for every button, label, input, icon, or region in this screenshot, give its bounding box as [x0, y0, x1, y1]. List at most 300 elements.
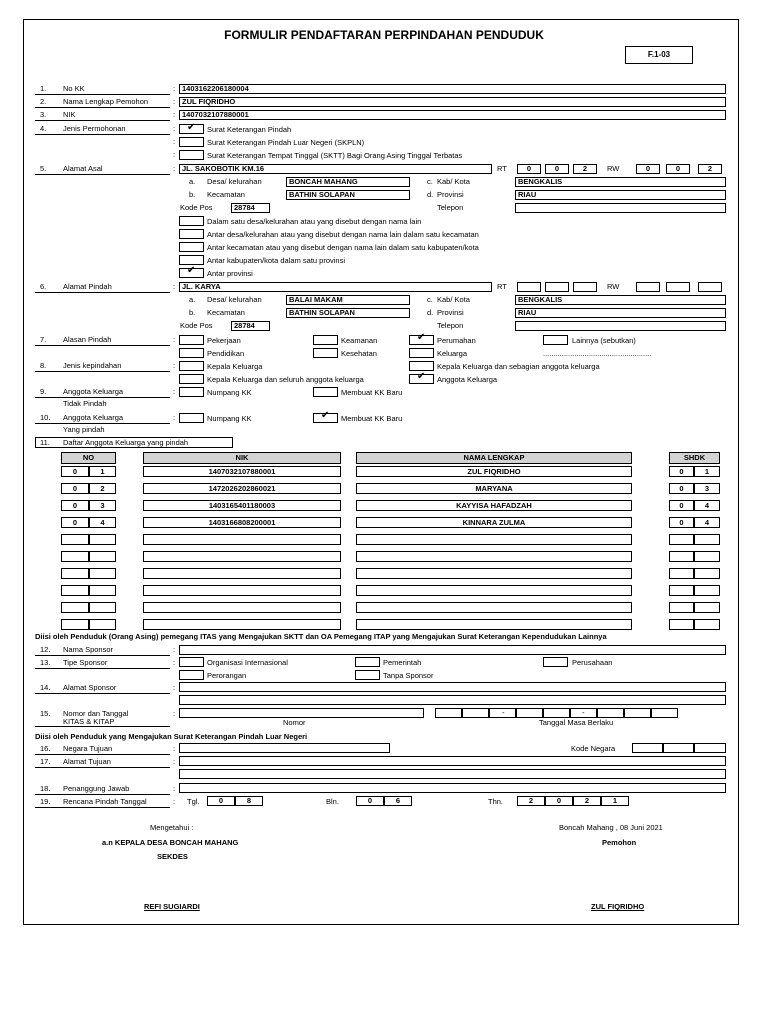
- kode-negara-label: Kode Negara: [571, 744, 616, 753]
- provinsi-label: Provinsi: [437, 308, 464, 317]
- kab-label: Kab/ Kota: [437, 295, 470, 304]
- checkbox-klasifikasi-2[interactable]: [179, 229, 204, 239]
- rw-label: RW: [607, 282, 620, 291]
- row-3-number: 3.: [40, 110, 47, 119]
- check-icon: ✔: [321, 410, 330, 421]
- table-header-nik: NIK: [143, 452, 341, 464]
- nik-cell[interactable]: 1472026202860021: [143, 483, 341, 494]
- tgl-label: Tgl.: [187, 797, 200, 806]
- provinsi-asal-field[interactable]: RIAU: [515, 190, 726, 200]
- option-perumahan: Perumahan: [437, 336, 476, 345]
- telepon-pindah-field[interactable]: [515, 321, 726, 331]
- no-digit[interactable]: [89, 568, 116, 579]
- nik-cell[interactable]: [143, 534, 341, 545]
- colon: :: [173, 150, 176, 159]
- checkbox-kesehatan[interactable]: [313, 348, 338, 358]
- row-8-number: 8.: [40, 361, 47, 370]
- row-15-label-2: KITAS & KITAP: [63, 717, 115, 726]
- rt-label: RT: [497, 282, 507, 291]
- thn-digit[interactable]: 0: [545, 796, 573, 806]
- penanggung-jawab-field[interactable]: [179, 783, 726, 793]
- colon: :: [173, 137, 176, 146]
- desa-pindah-field[interactable]: BALAI MAKAM: [286, 295, 410, 305]
- kepala-desa-title: a.n KEPALA DESA BONCAH MAHANG: [102, 838, 239, 847]
- row-15-underline: [35, 726, 170, 727]
- option-klasifikasi-5: Antar provinsi: [207, 269, 253, 278]
- rw-digit[interactable]: 0: [666, 164, 690, 174]
- rt-digit[interactable]: [545, 282, 569, 292]
- thn-digit[interactable]: 1: [601, 796, 629, 806]
- row-4-label: Jenis Permohonan: [63, 124, 126, 133]
- no-digit[interactable]: 4: [89, 517, 116, 528]
- row-3-label: NIK: [63, 110, 76, 119]
- check-icon: ✔: [187, 265, 196, 276]
- thn-digit[interactable]: 2: [517, 796, 545, 806]
- row-9-number: 9.: [40, 387, 47, 396]
- rt-digit[interactable]: 2: [573, 164, 597, 174]
- prefix-c: c.: [427, 295, 433, 304]
- alamat-tujuan-field[interactable]: [179, 756, 726, 766]
- nama-cell[interactable]: [356, 534, 632, 545]
- row-12-number: 12.: [40, 645, 51, 654]
- alamat-pindah-field[interactable]: JL. KARYA: [179, 282, 492, 292]
- option-numpang-kk-pindah: Numpang KK: [207, 414, 252, 423]
- kecamatan-label: Kecamatan: [207, 308, 245, 317]
- colon: :: [173, 744, 176, 753]
- telepon-label: Telepon: [437, 203, 464, 212]
- tanggal-digit[interactable]: [651, 708, 678, 718]
- row-5-number: 5.: [40, 164, 47, 173]
- row-16-label: Negara Tujuan: [63, 744, 113, 753]
- checkbox-pendidikan[interactable]: [179, 348, 204, 358]
- alamat-asal-field[interactable]: JL. SAKOBOTIK KM.16: [179, 164, 492, 174]
- thn-digit[interactable]: 2: [573, 796, 601, 806]
- row-15-label: Nomor dan Tanggal: [63, 709, 129, 718]
- row-7-underline: [35, 345, 170, 346]
- option-keamanan: Keamanan: [341, 336, 378, 345]
- option-numpang-kk-tidak: Numpang KK: [207, 388, 252, 397]
- prefix-a: a.: [189, 177, 196, 186]
- check-icon: ✔: [417, 332, 426, 343]
- row-6-underline: [35, 292, 170, 293]
- nama-cell[interactable]: [356, 551, 632, 562]
- row-6-number: 6.: [40, 282, 47, 291]
- option-kk-baru-tidak: Membuat KK Baru: [341, 388, 403, 397]
- dash: -: [582, 708, 585, 717]
- nik-cell[interactable]: [143, 585, 341, 596]
- table-header-no: NO: [61, 452, 116, 464]
- colon: :: [173, 361, 176, 370]
- tanggal-digit[interactable]: [597, 708, 624, 718]
- checkbox-pekerjaan[interactable]: [179, 335, 204, 345]
- colon: :: [173, 413, 176, 422]
- checkbox-perorangan[interactable]: [179, 670, 204, 680]
- shdk-digit[interactable]: [669, 551, 694, 562]
- option-klasifikasi-3: Antar kecamatan atau yang disebut dengan nama lain dalam satu kabupaten/kota: [207, 243, 479, 252]
- colon: :: [173, 84, 176, 93]
- shdk-digit[interactable]: 4: [694, 500, 720, 511]
- lainnya-dots: ....................................................: [543, 349, 652, 358]
- nama-cell[interactable]: [356, 585, 632, 596]
- kodepos-pindah-field[interactable]: 28784: [231, 321, 270, 331]
- no-digit[interactable]: [61, 585, 89, 596]
- checkbox-numpang-kk-tidak[interactable]: [179, 387, 204, 397]
- row-16-underline: [35, 754, 170, 755]
- shdk-digit[interactable]: 0: [669, 466, 694, 477]
- shdk-digit[interactable]: [694, 585, 720, 596]
- checkbox-kepala-keluarga[interactable]: [179, 361, 204, 371]
- provinsi-label: Provinsi: [437, 190, 464, 199]
- row-2-label: Nama Lengkap Pemohon: [63, 97, 149, 106]
- row-11-number: 11.: [40, 438, 50, 447]
- section-luar-negeri: Diisi oleh Penduduk yang Mengajukan Surat Keterangan Pindah Luar Negeri: [35, 732, 308, 741]
- row-5-label: Alamat Asal: [63, 164, 103, 173]
- checkbox-org-internasional[interactable]: [179, 657, 204, 667]
- colon: :: [173, 110, 176, 119]
- bln-digit[interactable]: 6: [384, 796, 412, 806]
- row-17-label: Alamat Tujuan: [63, 757, 111, 766]
- row-7-number: 7.: [40, 335, 47, 344]
- row-13-number: 13.: [40, 658, 51, 667]
- rt-digit[interactable]: [517, 282, 541, 292]
- option-perusahaan: Perusahaan: [572, 658, 613, 667]
- shdk-digit[interactable]: 3: [694, 483, 720, 494]
- prefix-a: a.: [189, 295, 196, 304]
- checkbox-tanpa-sponsor[interactable]: [355, 670, 380, 680]
- rt-digit[interactable]: 0: [545, 164, 569, 174]
- shdk-digit[interactable]: 0: [669, 500, 694, 511]
- nik-field[interactable]: 1407032107880001: [179, 110, 726, 120]
- row-10-underline: [35, 423, 170, 424]
- colon: :: [173, 683, 176, 692]
- kab-pindah-field[interactable]: BENGKALIS: [515, 295, 726, 305]
- alamat-tujuan-field-2[interactable]: [179, 769, 726, 779]
- nomor-kitas-field[interactable]: [179, 708, 424, 718]
- nama-cell[interactable]: [356, 568, 632, 579]
- colon: :: [173, 784, 176, 793]
- checkbox-kk-baru-tidak[interactable]: [313, 387, 338, 397]
- row-9-label-2: Tidak Pindah: [63, 399, 107, 408]
- kecamatan-label: Kecamatan: [207, 190, 245, 199]
- kab-label: Kab/ Kota: [437, 177, 470, 186]
- check-icon: ✔: [417, 371, 426, 382]
- nik-cell[interactable]: [143, 619, 341, 630]
- colon: :: [173, 282, 176, 291]
- checkbox-perusahaan[interactable]: [543, 657, 568, 667]
- checkbox-pemerintah[interactable]: [355, 657, 380, 667]
- option-org-internasional: Organisasi Internasional: [207, 658, 288, 667]
- rw-digit[interactable]: [698, 282, 722, 292]
- checkbox-klasifikasi-3[interactable]: [179, 242, 204, 252]
- row-9-label: Anggota Keluarga: [63, 387, 124, 396]
- row-18-label: Penanggung Jawab: [63, 784, 130, 793]
- tanggal-digit[interactable]: [516, 708, 543, 718]
- alamat-sponsor-field-2[interactable]: [179, 695, 726, 705]
- thn-label: Thn.: [488, 797, 504, 806]
- place-date: Boncah Mahang , 08 Juni 2021: [559, 823, 663, 832]
- row-7-label: Alasan Pindah: [63, 335, 112, 344]
- option-pendidikan: Pendidikan: [207, 349, 245, 358]
- option-skp: Surat Keterangan Pindah: [207, 125, 292, 134]
- row-12-underline: [35, 655, 170, 656]
- shdk-digit[interactable]: 1: [694, 466, 720, 477]
- no-digit[interactable]: [89, 551, 116, 562]
- row-10-number: 10.: [40, 413, 51, 422]
- desa-label: Desa/ kelurahan: [207, 295, 262, 304]
- prefix-d: d.: [427, 190, 434, 199]
- row-5-underline: [35, 174, 170, 175]
- bln-label: Bln.: [326, 797, 339, 806]
- row-3-underline: [35, 120, 170, 121]
- row-18-number: 18.: [40, 784, 51, 793]
- rt-label: RT: [497, 164, 507, 173]
- row-4-underline: [35, 134, 170, 135]
- check-icon: ✔: [187, 122, 196, 133]
- nama-cell[interactable]: [356, 602, 632, 613]
- kab-asal-field[interactable]: BENGKALIS: [515, 177, 726, 187]
- checkbox-klasifikasi-1[interactable]: [179, 216, 204, 226]
- no-digit[interactable]: [61, 534, 89, 545]
- desa-label: Desa/ kelurahan: [207, 177, 262, 186]
- tgl-digit[interactable]: 0: [207, 796, 235, 806]
- mengetahui-label: Mengetahui :: [150, 823, 194, 832]
- option-klasifikasi-1: Dalam satu desa/kelurahan atau yang disebut dengan nama lain: [207, 217, 422, 226]
- shdk-digit[interactable]: [669, 568, 694, 579]
- shdk-digit[interactable]: [669, 619, 694, 630]
- row-6-label: Alamat Pindah: [63, 282, 112, 291]
- row-14-number: 14.: [40, 683, 51, 692]
- colon: :: [173, 757, 176, 766]
- row-8-underline: [35, 371, 170, 372]
- alamat-sponsor-field[interactable]: [179, 682, 726, 692]
- rt-digit[interactable]: 0: [517, 164, 541, 174]
- pemohon-title: Pemohon: [602, 838, 637, 847]
- colon: :: [173, 709, 176, 718]
- nama-cell[interactable]: KINNARA ZULMA: [356, 517, 632, 528]
- tanggal-digit[interactable]: [570, 708, 597, 718]
- tanggal-digit[interactable]: [543, 708, 570, 718]
- row-10-label-2: Yang pindah: [63, 425, 105, 434]
- negara-tujuan-field[interactable]: [179, 743, 390, 753]
- row-13-label: Tipe Sponsor: [63, 658, 108, 667]
- form-code: F.1-03: [625, 46, 693, 64]
- no-digit[interactable]: [61, 551, 89, 562]
- colon: :: [173, 164, 176, 173]
- sekdes-title: SEKDES: [157, 852, 188, 861]
- kecamatan-pindah-field[interactable]: BATHIN SOLAPAN: [286, 308, 410, 318]
- colon: :: [173, 658, 176, 667]
- no-digit[interactable]: 0: [61, 483, 89, 494]
- checkbox-klasifikasi-4[interactable]: [179, 255, 204, 265]
- tanggal-digit[interactable]: [462, 708, 489, 718]
- desa-asal-field[interactable]: BONCAH MAHANG: [286, 177, 410, 187]
- signatory-right: ZUL FIQRIDHO: [591, 902, 645, 911]
- rt-digit[interactable]: [573, 282, 597, 292]
- option-anggota-keluarga: Anggota Keluarga: [437, 375, 498, 384]
- no-digit[interactable]: [61, 602, 89, 613]
- bln-digit[interactable]: 0: [356, 796, 384, 806]
- tanggal-masa-berlaku-label: Tanggal Masa Berlaku: [539, 718, 614, 727]
- shdk-digit[interactable]: [669, 602, 694, 613]
- row-19-underline: [35, 807, 170, 808]
- kode-negara-digit[interactable]: [632, 743, 663, 753]
- tanggal-digit[interactable]: [624, 708, 651, 718]
- shdk-digit[interactable]: 4: [694, 517, 720, 528]
- checkbox-keamanan[interactable]: [313, 335, 338, 345]
- row-16-number: 16.: [40, 744, 51, 753]
- row-11-label: Daftar Anggota Keluarga yang pindah: [63, 438, 189, 447]
- no-kk-field[interactable]: 1403162206180004: [179, 84, 726, 94]
- section-orang-asing: Diisi oleh Penduduk (Orang Asing) pemegang ITAS yang Mengajukan SKTT dan OA Pemegang ITAP yang Mengajukan Surat Keterangan Kependudukan Lainnya: [35, 632, 607, 641]
- row-17-underline: [35, 767, 170, 768]
- prefix-d: d.: [427, 308, 434, 317]
- checkbox-skpln[interactable]: [179, 137, 204, 147]
- rw-digit[interactable]: 2: [698, 164, 722, 174]
- checkbox-lainnya[interactable]: [543, 335, 568, 345]
- checkbox-kk-sebagian[interactable]: [409, 361, 434, 371]
- nik-cell[interactable]: 1403166808200001: [143, 517, 341, 528]
- option-klasifikasi-4: Antar kabupaten/kota dalam satu provinsi: [207, 256, 345, 265]
- row-15-number: 15.: [40, 709, 51, 718]
- option-tanpa-sponsor: Tanpa Sponsor: [383, 671, 434, 680]
- provinsi-pindah-field[interactable]: RIAU: [515, 308, 726, 318]
- option-kk-baru-pindah: Membuat KK Baru: [341, 414, 403, 423]
- no-digit[interactable]: 0: [61, 500, 89, 511]
- kodepos-asal-field[interactable]: 28784: [231, 203, 270, 213]
- tgl-digit[interactable]: 8: [235, 796, 263, 806]
- option-pekerjaan: Pekerjaan: [207, 336, 241, 345]
- shdk-digit[interactable]: [669, 534, 694, 545]
- row-18-underline: [35, 794, 170, 795]
- option-perorangan: Perorangan: [207, 671, 247, 680]
- row-14-label: Alamat Sponsor: [63, 683, 117, 692]
- kode-negara-digit[interactable]: [663, 743, 694, 753]
- nik-cell[interactable]: 1403165401180003: [143, 500, 341, 511]
- row-4-number: 4.: [40, 124, 47, 133]
- colon: :: [173, 124, 176, 133]
- no-digit[interactable]: [89, 585, 116, 596]
- nama-cell[interactable]: KAYYISA HAFADZAH: [356, 500, 632, 511]
- kecamatan-asal-field[interactable]: BATHIN SOLAPAN: [286, 190, 410, 200]
- rw-digit[interactable]: [666, 282, 690, 292]
- colon: :: [173, 335, 176, 344]
- no-digit[interactable]: 0: [61, 517, 89, 528]
- row-11-box: [35, 437, 233, 448]
- shdk-digit[interactable]: 0: [669, 517, 694, 528]
- shdk-digit[interactable]: 0: [669, 483, 694, 494]
- colon: :: [173, 97, 176, 106]
- option-lainnya: Lainnya (sebutkan): [572, 336, 636, 345]
- option-keluarga: Keluarga: [437, 349, 468, 358]
- telepon-asal-field[interactable]: [515, 203, 726, 213]
- table-header-shdk: SHDK: [669, 452, 720, 464]
- nama-pemohon-field[interactable]: ZUL FIQRIDHO: [179, 97, 726, 107]
- tanggal-digit[interactable]: [435, 708, 462, 718]
- telepon-label: Telepon: [437, 321, 464, 330]
- row-13-underline: [35, 668, 170, 669]
- checkbox-keluarga[interactable]: [409, 348, 434, 358]
- tanggal-digit[interactable]: [489, 708, 516, 718]
- no-digit[interactable]: [89, 534, 116, 545]
- shdk-digit[interactable]: [694, 534, 720, 545]
- option-klasifikasi-2: Antar desa/kelurahan atau yang disebut dengan nama lain dalam satu kecamatan: [207, 230, 479, 239]
- row-1-underline: [35, 94, 170, 95]
- nama-cell[interactable]: ZUL FIQRIDHO: [356, 466, 632, 477]
- page-title: FORMULIR PENDAFTARAN PERPINDAHAN PENDUDUK: [224, 28, 544, 42]
- no-digit[interactable]: [61, 619, 89, 630]
- no-digit[interactable]: [61, 568, 89, 579]
- rw-digit[interactable]: 0: [636, 164, 660, 174]
- nama-cell[interactable]: [356, 619, 632, 630]
- prefix-c: c.: [427, 177, 433, 186]
- row-10-label: Anggota Keluarga: [63, 413, 124, 422]
- colon: :: [173, 387, 176, 396]
- row-19-label: Rencana Pindah Tanggal: [63, 797, 147, 806]
- rw-label: RW: [607, 164, 620, 173]
- shdk-digit[interactable]: [669, 585, 694, 596]
- row-1-number: 1.: [40, 84, 47, 93]
- nik-cell[interactable]: [143, 602, 341, 613]
- shdk-digit[interactable]: [694, 602, 720, 613]
- checkbox-numpang-kk-pindah[interactable]: [179, 413, 204, 423]
- nik-cell[interactable]: [143, 551, 341, 562]
- row-17-number: 17.: [40, 757, 51, 766]
- kodepos-label: Kode Pos: [180, 203, 213, 212]
- no-digit[interactable]: [89, 602, 116, 613]
- dash: -: [502, 708, 505, 717]
- row-2-underline: [35, 107, 170, 108]
- option-sktt: Surat Keterangan Tempat Tinggal (SKTT) Bagi Orang Asing Tinggal Terbatas: [207, 151, 463, 160]
- nik-cell[interactable]: [143, 568, 341, 579]
- nama-sponsor-field[interactable]: [179, 645, 726, 655]
- shdk-digit[interactable]: [694, 551, 720, 562]
- option-kesehatan: Kesehatan: [341, 349, 377, 358]
- nama-cell[interactable]: MARYANA: [356, 483, 632, 494]
- colon: :: [173, 645, 176, 654]
- row-9-underline: [35, 397, 170, 398]
- shdk-digit[interactable]: [694, 568, 720, 579]
- no-digit[interactable]: [89, 619, 116, 630]
- row-1-label: No KK: [63, 84, 85, 93]
- row-19-number: 19.: [40, 797, 51, 806]
- colon: :: [173, 797, 176, 806]
- option-skpln: Surat Keterangan Pindah Luar Negeri (SKPLN): [207, 138, 365, 147]
- prefix-b: b.: [189, 190, 196, 199]
- shdk-digit[interactable]: [694, 619, 720, 630]
- row-14-underline: [35, 693, 170, 694]
- no-digit[interactable]: 0: [61, 466, 89, 477]
- option-kk-sebagian: Kepala Keluarga dan sebagian anggota keluarga: [437, 362, 600, 371]
- checkbox-kk-seluruh[interactable]: [179, 374, 204, 384]
- checkbox-sktt[interactable]: [179, 150, 204, 160]
- option-kepala-keluarga: Kepala Keluarga: [207, 362, 263, 371]
- row-12-label: Nama Sponsor: [63, 645, 114, 654]
- row-8-label: Jenis kepindahan: [63, 361, 122, 370]
- table-header-nama: NAMA LENGKAP: [356, 452, 632, 464]
- kodepos-label: Kode Pos: [180, 321, 213, 330]
- rw-digit[interactable]: [636, 282, 660, 292]
- option-kk-seluruh: Kepala Keluarga dan seluruh anggota keluarga: [207, 375, 364, 384]
- no-digit[interactable]: 1: [89, 466, 116, 477]
- no-digit[interactable]: 3: [89, 500, 116, 511]
- prefix-b: b.: [189, 308, 196, 317]
- row-2-number: 2.: [40, 97, 47, 106]
- no-digit[interactable]: 2: [89, 483, 116, 494]
- signatory-left: REFI SUGIARDI: [144, 902, 200, 911]
- nomor-label: Nomor: [283, 718, 306, 727]
- kode-negara-digit[interactable]: [694, 743, 726, 753]
- nik-cell[interactable]: 1407032107880001: [143, 466, 341, 477]
